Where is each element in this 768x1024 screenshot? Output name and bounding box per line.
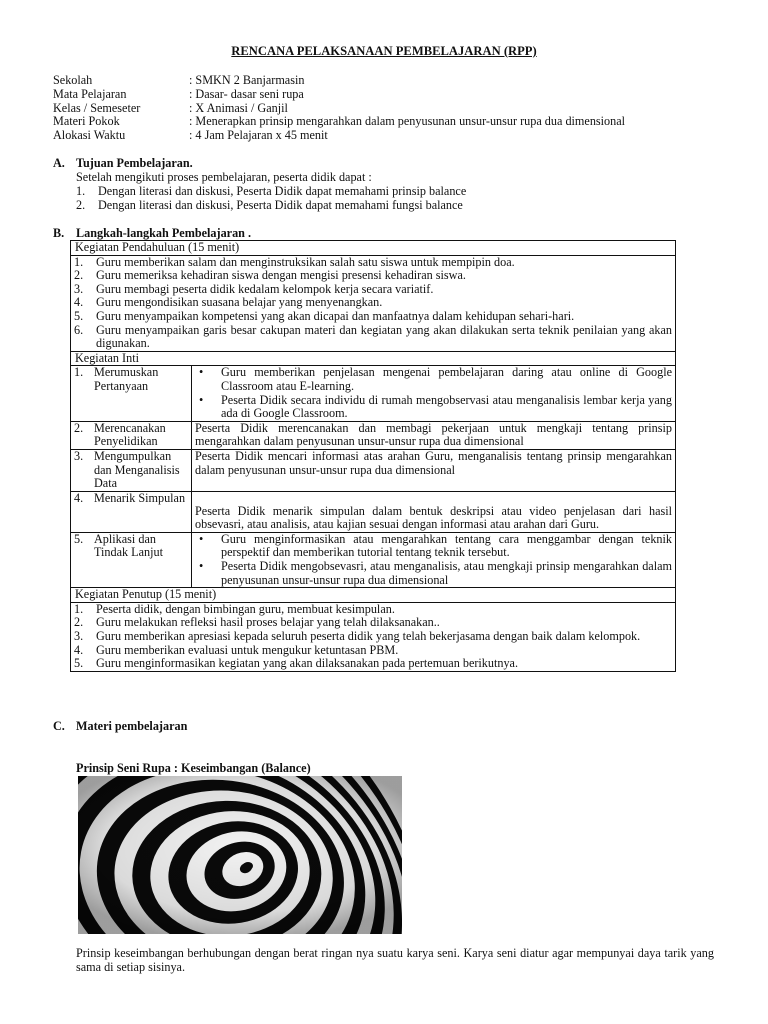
list-number: 1.	[74, 601, 84, 616]
list-item	[74, 603, 672, 617]
list-item	[74, 616, 672, 630]
section-a-list	[76, 185, 466, 212]
step-name-cell	[71, 491, 192, 532]
spiral-illusion-icon	[78, 776, 402, 934]
table-row	[71, 532, 676, 587]
list-number: 3.	[74, 629, 84, 644]
step-name	[74, 450, 188, 491]
list-number: 1.	[76, 184, 86, 198]
step-detail-cell: Peserta Didik mencari informasi atas arahan Guru, menganalisis tentang prinsip mengarahkan dalam penyusunan unsur-unsur rupa dua dimensional	[192, 449, 676, 491]
step-name-cell	[71, 449, 192, 491]
bullet-icon: •	[199, 559, 204, 574]
table-row	[71, 241, 676, 256]
step-number: 4.	[74, 490, 84, 505]
section-c-heading	[53, 720, 187, 734]
section-title: Tujuan Pembelajaran.	[76, 156, 193, 170]
list-text: Guru memberikan apresiasi kepada seluruh peserta didik yang telah bekerjasama dengan baik dalam kelompok.	[96, 629, 641, 644]
step-label: Aplikasi dan Tindak Lanjut	[94, 531, 163, 560]
list-text: Guru memberikan penjelasan mengenai pembelajaran daring atau online di Google Classroom atau E-learning.	[221, 365, 672, 393]
step-label: Menarik Simpulan	[94, 490, 186, 505]
list-item	[74, 256, 672, 270]
list-item	[74, 283, 672, 297]
section-b-heading	[53, 227, 251, 241]
penutup-list	[74, 603, 672, 671]
bullet-list	[195, 533, 672, 587]
info-label: Mata Pelajaran	[53, 86, 127, 101]
step-name	[74, 492, 188, 506]
list-item	[74, 644, 672, 658]
list-number: 4.	[74, 295, 84, 310]
list-text: Peserta Didik secara individu di rumah mengobservasi atau menganalisis lembar kerja yang ada di Google Classroom.	[221, 392, 672, 421]
info-label: Materi Pokok	[53, 114, 120, 129]
list-text: Dengan literasi dan diskusi, Peserta Didik dapat memahami prinsip balance	[98, 184, 467, 198]
info-value: : Dasar- dasar seni rupa	[189, 86, 304, 101]
info-value: : Menerapkan prinsip mengarahkan dalam penyusunan unsur-unsur rupa dua dimensional	[189, 114, 626, 129]
list-number: 4.	[74, 642, 84, 657]
info-block	[53, 74, 713, 143]
info-value: : SMKN 2 Banjarmasin	[189, 73, 305, 87]
step-label: Merumuskan Pertanyaan	[94, 365, 159, 393]
step-detail-cell	[192, 532, 676, 587]
bullet-list	[195, 366, 672, 420]
info-row	[53, 115, 713, 129]
bullet-icon: •	[199, 531, 204, 546]
table-row	[71, 366, 676, 421]
list-item	[195, 366, 672, 393]
step-number: 3.	[74, 448, 84, 463]
list-item	[76, 199, 466, 213]
info-row	[53, 129, 713, 143]
step-label: Merencanakan Penyelidikan	[94, 420, 166, 449]
step-name-cell	[71, 421, 192, 449]
list-number: 2.	[76, 197, 86, 212]
list-number: 5.	[74, 308, 84, 323]
material-paragraph: Prinsip keseimbangan berhubungan dengan berat ringan nya suatu karya seni. Karya seni diatur agar mempunyai daya tarik yang sama di setiap sisinya.	[76, 946, 714, 974]
list-item	[195, 394, 672, 421]
list-text: Guru memeriksa kehadiran siswa dengan mengisi presensi kehadiran siswa.	[96, 268, 466, 283]
list-item	[74, 657, 672, 671]
list-text: Guru melakukan refleksi hasil proses belajar yang telah dilaksanakan..	[96, 615, 440, 630]
table-row	[71, 255, 676, 351]
list-item	[74, 324, 672, 351]
step-detail-cell: Peserta Didik merencanakan dan membagi pekerjaan untuk mengkaji tentang prinsip mengarahkan dalam penyusunan unsur-unsur rupa dua dimensional	[192, 421, 676, 449]
spiral-illusion-image	[78, 776, 402, 934]
learning-steps-table	[70, 240, 676, 672]
info-label: Alokasi Waktu	[53, 128, 126, 143]
step-name	[74, 533, 188, 560]
info-row	[53, 74, 713, 88]
list-number: 3.	[74, 281, 84, 296]
list-number: 2.	[74, 268, 84, 283]
list-item	[195, 533, 672, 560]
list-item	[74, 310, 672, 324]
list-item	[74, 630, 672, 644]
section-a-intro: Setelah mengikuti proses pembelajaran, peserta didik dapat :	[76, 170, 372, 184]
info-value: : X Animasi / Ganjil	[189, 100, 288, 115]
list-text: Peserta Didik mengobsevasri, atau menganalisis, atau mengkaji prinsip mengarahkan dalam penyusunan unsur-unsur rupa dua dimensional	[221, 559, 672, 587]
step-detail-cell	[192, 366, 676, 421]
list-text: Guru menginformasikan atau mengarahkan tentang cara menggambar dengan teknik perspektif dan memberikan tutorial tentang teknik tersebut.	[221, 531, 672, 560]
pendahuluan-header: Kegiatan Pendahuluan (15 menit)	[71, 241, 676, 256]
table-row	[71, 449, 676, 491]
step-number: 5.	[74, 531, 84, 546]
table-row	[71, 602, 676, 671]
step-number: 2.	[74, 420, 84, 435]
info-row	[53, 102, 713, 116]
list-item	[76, 185, 466, 199]
document-title: RENCANA PELAKSANAAN PEMBELAJARAN (RPP)	[231, 44, 537, 58]
material-subtitle: Prinsip Seni Rupa : Keseimbangan (Balance)	[76, 761, 311, 775]
table-row	[71, 421, 676, 449]
list-item	[74, 296, 672, 310]
step-name-cell	[71, 532, 192, 587]
list-text: Dengan literasi dan diskusi, Peserta Didik dapat memahami fungsi balance	[98, 197, 463, 212]
penutup-header: Kegiatan Penutup (15 menit)	[71, 588, 676, 603]
list-text: Guru mengondisikan suasana belajar yang menyenangkan.	[96, 295, 383, 310]
section-label: A.	[53, 156, 65, 170]
section-label: B.	[53, 226, 65, 240]
section-title: Langkah-langkah Pembelajaran .	[76, 226, 252, 240]
list-item	[74, 269, 672, 283]
list-text: Guru menginformasikan kegiatan yang akan dilaksanakan pada pertemuan berikutnya.	[96, 656, 519, 671]
pendahuluan-cell	[71, 255, 676, 351]
info-label: Kelas / Semeseter	[53, 100, 141, 115]
info-row	[53, 88, 713, 102]
step-name	[74, 366, 188, 393]
list-text: Guru memberikan salam dan menginstruksikan salah satu siswa untuk mempipin doa.	[96, 254, 515, 269]
list-text: Guru membagi peserta didik kedalam kelompok kerja secara variatif.	[96, 281, 434, 296]
pendahuluan-list	[74, 256, 672, 351]
info-label: Sekolah	[53, 73, 93, 87]
list-number: 6.	[74, 322, 84, 337]
section-a-heading	[53, 157, 193, 171]
list-number: 1.	[74, 254, 84, 269]
list-item	[195, 560, 672, 587]
penutup-cell	[71, 602, 676, 671]
inti-header: Kegiatan Inti	[71, 351, 676, 366]
list-text: Guru menyampaikan garis besar cakupan materi dan kegiatan yang akan dilakukan serta teknik penilaian yang akan digunakan.	[96, 322, 672, 351]
list-text: Guru menyampaikan kompetensi yang akan dicapai dan manfaatnya dalam kehidupan sehari-hari.	[96, 308, 575, 323]
info-value: : 4 Jam Pelajaran x 45 menit	[189, 128, 328, 143]
step-number: 1.	[74, 365, 84, 380]
table-row	[71, 588, 676, 603]
step-label: Mengumpulkan dan Menganalisis Data	[94, 448, 180, 491]
step-detail-cell: Peserta Didik menarik simpulan dalam bentuk deskripsi atau video penjelasan dari hasil obsevasri, atau analisis, atau kajian sesuai dengan informasi atau arahan dari Guru.	[192, 491, 676, 532]
bullet-icon: •	[199, 365, 204, 380]
list-number: 2.	[74, 615, 84, 630]
list-number: 5.	[74, 656, 84, 671]
step-name-cell	[71, 366, 192, 421]
table-row	[71, 351, 676, 366]
table-row	[71, 491, 676, 532]
section-title: Materi pembelajaran	[76, 719, 188, 733]
list-text: Guru memberikan evaluasi untuk mengukur ketuntasan PBM.	[96, 642, 399, 657]
bullet-icon: •	[199, 392, 204, 407]
step-name	[74, 422, 188, 449]
list-text: Peserta didik, dengan bimbingan guru, membuat kesimpulan.	[96, 601, 395, 616]
section-label: C.	[53, 719, 65, 733]
